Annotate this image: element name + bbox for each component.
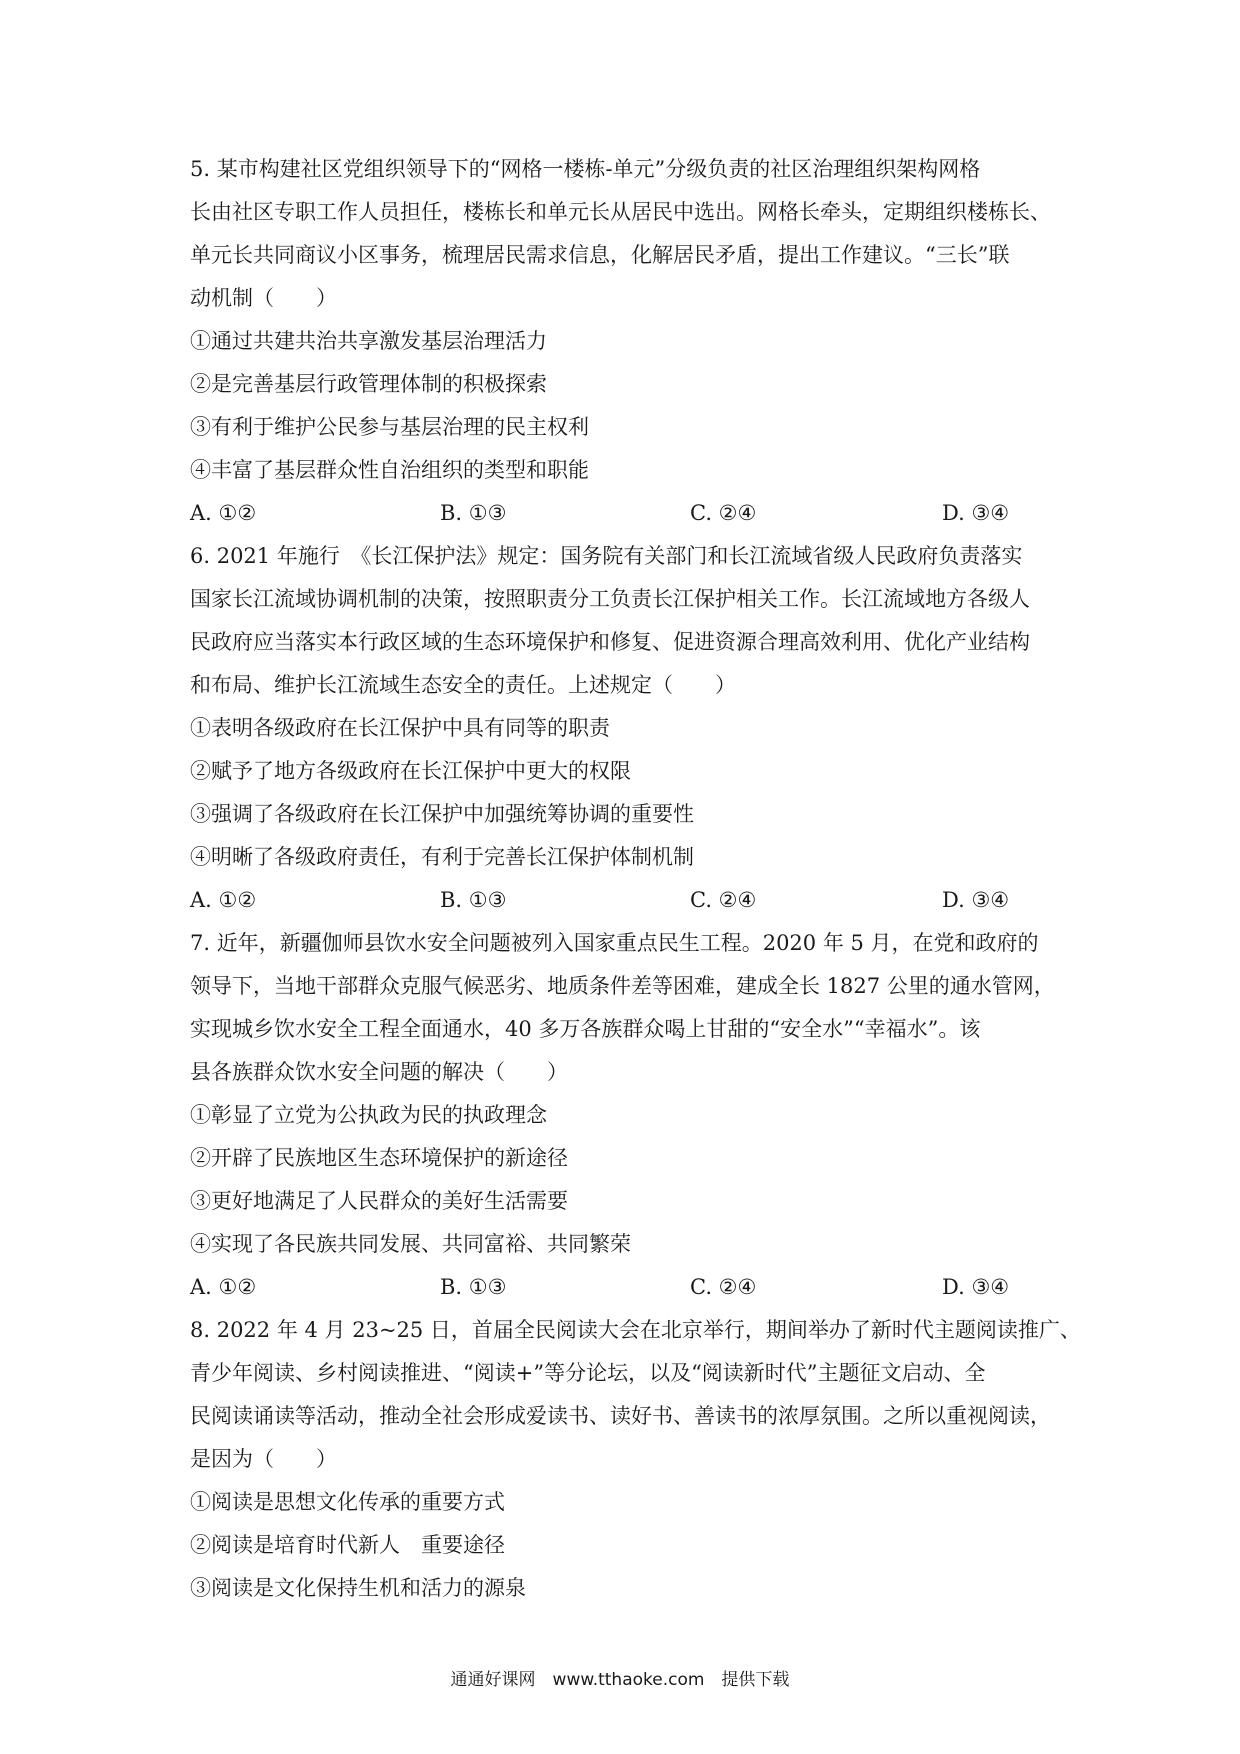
statement-4: ④实现了各民族共同发展、共同富裕、共同繁荣	[190, 1232, 631, 1256]
question-stem-line: 民阅读诵读等活动，推动全社会形成爱读书、读好书、善读书的浓厚氛围。之所以重视阅读，	[190, 1404, 1051, 1428]
question-stem-line: 国家长江流域协调机制的决策，按照职责分工负责长江保护相关工作。长江流域地方各级人	[190, 587, 1030, 611]
answer-options	[190, 879, 1060, 922]
statement-1: ①阅读是思想文化传承的重要方式	[190, 1490, 505, 1514]
question-stem-line: 民政府应当落实本行政区域的生态环境保护和修复、促进资源合理高效利用、优化产业结构	[190, 630, 1030, 654]
option-c: C. ②④	[690, 501, 757, 525]
statement-4: ④明晰了各级政府责任，有利于完善长江保护体制机制	[190, 845, 694, 869]
option-c: C. ②④	[690, 1275, 757, 1299]
question-stem-line: 6. 2021 年施行 《长江保护法》规定：国务院有关部门和长江流域省级人民政府负责落实	[190, 544, 1023, 568]
option-c: C. ②④	[690, 888, 757, 912]
question-stem-line: 领导下，当地干部群众克服气候恶劣、地质条件差等困难，建成全长 1827 公里的通水管网，	[190, 974, 1055, 998]
option-b: B. ①③	[440, 501, 507, 525]
question-stem-line: 县各族群众饮水安全问题的解决（ ）	[190, 1060, 568, 1084]
statement-1: ①彰显了立党为公执政为民的执政理念	[190, 1103, 547, 1127]
statement-4: ④丰富了基层群众性自治组织的类型和职能	[190, 458, 589, 482]
statement-2: ②是完善基层行政管理体制的积极探索	[190, 372, 547, 396]
question-stem-line: 动机制（ ）	[190, 286, 337, 310]
statement-1: ①通过共建共治共享激发基层治理活力	[190, 329, 547, 353]
option-b: B. ①③	[440, 1275, 507, 1299]
question-stem-line: 8. 2022 年 4 月 23~25 日，首届全民阅读大会在北京举行，期间举办了新时代主题阅读推广、	[190, 1318, 1081, 1342]
statement-2: ②阅读是培育时代新人 重要途径	[190, 1533, 505, 1557]
statement-1: ①表明各级政府在长江保护中具有同等的职责	[190, 716, 610, 740]
statement-3: ③阅读是文化保持生机和活力的源泉	[190, 1576, 526, 1600]
statement-3: ③强调了各级政府在长江保护中加强统筹协调的重要性	[190, 802, 694, 826]
option-a: A. ①②	[190, 1275, 257, 1299]
question-stem-line: 单元长共同商议小区事务，梳理居民需求信息，化解居民矛盾，提出工作建议。“三长”联	[190, 243, 1010, 267]
option-d: D. ③④	[942, 501, 1010, 525]
option-a: A. ①②	[190, 501, 257, 525]
question-stem-line: 是因为（ ）	[190, 1447, 337, 1471]
statement-2: ②赋予了地方各级政府在长江保护中更大的权限	[190, 759, 631, 783]
question-stem-line: 实现城乡饮水安全工程全面通水，40 多万各族群众喝上甘甜的“安全水”“幸福水”。该	[190, 1017, 981, 1041]
statement-3: ③更好地满足了人民群众的美好生活需要	[190, 1189, 568, 1213]
question-stem-line: 青少年阅读、乡村阅读推进、“阅读+”等分论坛，以及“阅读新时代”主题征文启动、全	[190, 1361, 986, 1385]
question-stem-line: 5. 某市构建社区党组织领导下的“网格一楼栋-单元”分级负责的社区治理组织架构网格	[190, 157, 981, 181]
statement-2: ②开辟了民族地区生态环境保护的新途径	[190, 1146, 568, 1170]
option-b: B. ①③	[440, 888, 507, 912]
exam-page	[190, 148, 1081, 1610]
answer-options	[190, 492, 1060, 535]
option-d: D. ③④	[942, 1275, 1010, 1299]
question-6	[190, 535, 1060, 922]
answer-options	[190, 1266, 1060, 1309]
option-a: A. ①②	[190, 888, 257, 912]
question-5	[190, 148, 1060, 535]
statement-3: ③有利于维护公民参与基层治理的民主权利	[190, 415, 589, 439]
question-stem-line: 长由社区专职工作人员担任，楼栋长和单元长从居民中选出。网格长牵头，定期组织楼栋长、	[190, 200, 1051, 224]
option-d: D. ③④	[942, 888, 1010, 912]
question-8	[190, 1309, 1081, 1610]
question-stem-line: 7. 近年，新疆伽师县饮水安全问题被列入国家重点民生工程。2020 年 5 月，在党和政府的	[190, 931, 1039, 955]
question-7	[190, 922, 1060, 1309]
page-footer: 通通好课网 www.tthaoke.com 提供下载	[450, 1670, 790, 1690]
question-stem-line: 和布局、维护长江流域生态安全的责任。上述规定（ ）	[190, 673, 736, 697]
